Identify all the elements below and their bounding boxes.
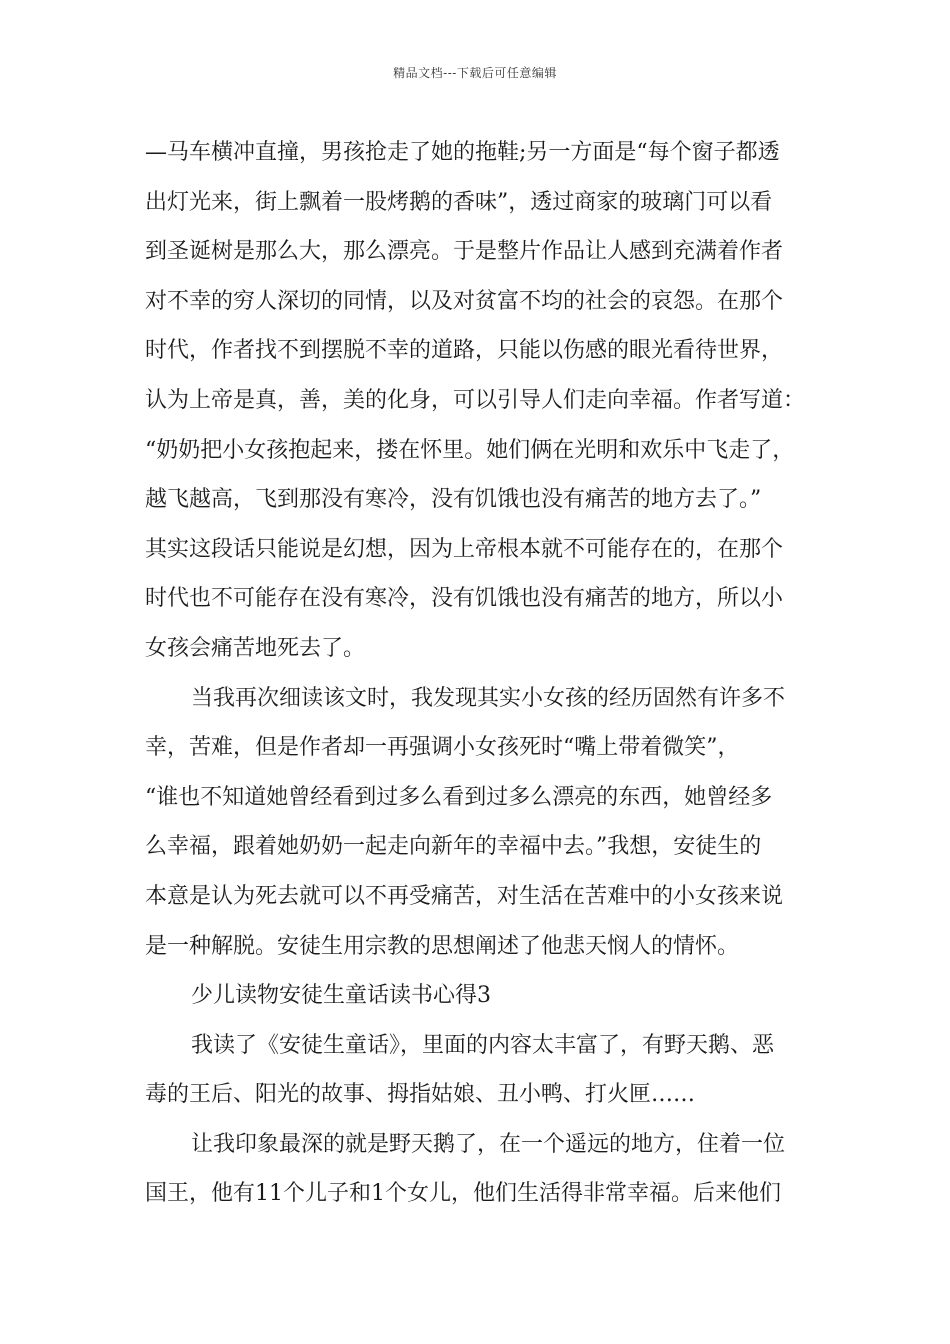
paragraph-start-line: 让我印象最深的就是野天鹅了，在一个遥远的地方，住着一位 (191, 1131, 786, 1157)
page-header: 精品文档---下载后可任意编辑 (393, 66, 557, 80)
text-line: 越飞越高，飞到那没有寒冷，没有饥饿也没有痛苦的地方去了。” (145, 487, 762, 513)
text-line: 出灯光来，街上飘着一股烤鹅的香味”，透过商家的玻璃门可以看 (145, 189, 773, 215)
document-body (145, 128, 817, 1219)
paragraph-start-line: 当我再次细读该文时，我发现其实小女孩的经历固然有许多不 (191, 685, 786, 711)
text-line: 国王，他有11个儿子和1个女儿，他们生活得非常幸福。后来他们 (145, 1181, 781, 1207)
text-line: 到圣诞树是那么大，那么漂亮。于是整片作品让人感到充满着作者 (145, 239, 784, 265)
text-line: 认为上帝是真，善，美的化身，可以引导人们走向幸福。作者写道： (145, 387, 806, 413)
text-line: 本意是认为死去就可以不再受痛苦，对生活在苦难中的小女孩来说 (145, 883, 784, 909)
text-line: 幸，苦难，但是作者却一再强调小女孩死时“嘴上带着微笑”， (145, 735, 740, 761)
text-line: “奶奶把小女孩抱起来，搂在怀里。她们俩在光明和欢乐中飞走了， (145, 437, 795, 463)
section-heading: 少儿读物安徒生童话读书心得3 (191, 983, 491, 1009)
text-line: 女孩会痛苦地死去了。 (145, 635, 366, 661)
text-line: 其实这段话只能说是幻想，因为上帝根本就不可能存在的，在那个 (145, 536, 784, 562)
text-line: “谁也不知道她曾经看到过多么看到过多么漂亮的东西，她曾经多 (145, 784, 773, 810)
text-line: —马车横冲直撞，男孩抢走了她的拖鞋;另一方面是“每个窗子都透 (145, 140, 780, 165)
text-line: 毒的王后、阳光的故事、拇指姑娘、丑小鸭、打火匣…… (145, 1082, 696, 1108)
text-line: 是一种解脱。安徒生用宗教的思想阐述了他悲天悯人的情怀。 (145, 933, 740, 959)
text-line: 时代也不可能存在没有寒冷，没有饥饿也没有痛苦的地方，所以小 (145, 586, 784, 612)
paragraph-start-line: 我读了《安徒生童话》，里面的内容太丰富了，有野天鹅、恶 (191, 1032, 775, 1058)
text-line: 么幸福，跟着她奶奶一起走向新年的幸福中去。”我想，安徒生的 (145, 834, 762, 860)
text-line: 对不幸的穷人深切的同情，以及对贫富不均的社会的哀怨。在那个 (145, 288, 784, 314)
text-line: 时代，作者找不到摆脱不幸的道路，只能以伤感的眼光看待世界， (145, 338, 784, 364)
